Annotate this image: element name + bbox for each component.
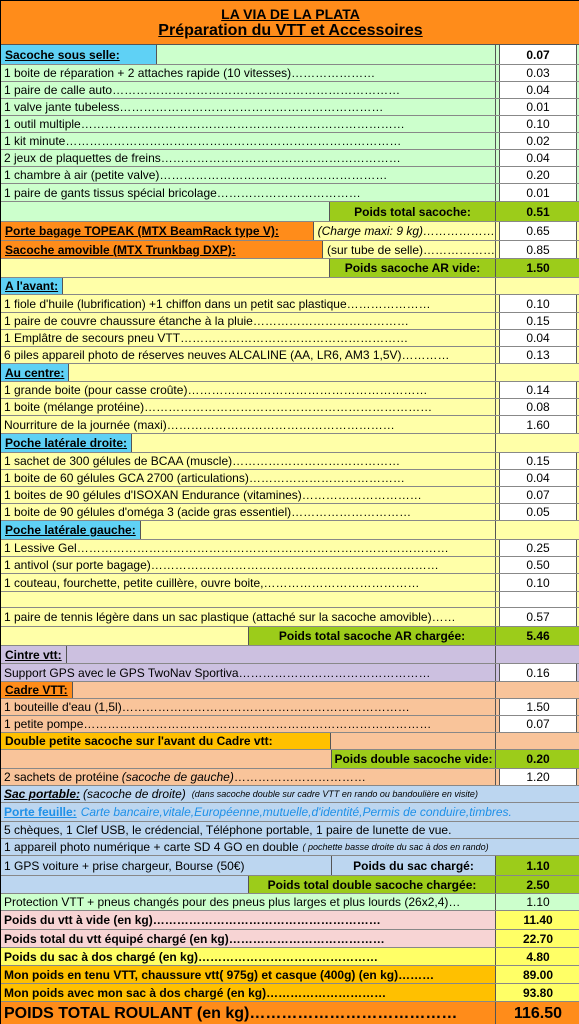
front-header-row [1,278,579,295]
saddle-bag-header-row [1,45,579,65]
saddle-item-row [1,82,579,99]
double-bag-header-row [1,733,579,750]
front-item-row [1,330,579,347]
frame-item-row [1,716,579,733]
item-value: 0.04 [499,330,577,346]
item-value: 1.60 [499,416,577,433]
saddle-bag-header: Sacoche sous selle: [1,45,157,64]
title-line-2: Préparation du VTT et Accessoires [158,21,423,39]
wallet-label: Porte feuille: [4,805,77,819]
backpack-weight-label: Poids du sac chargé: [331,856,496,875]
backpack-weight-row [1,856,579,876]
item-value: 0.10 [499,116,577,132]
item-label: 1 petite pompe…………………………………………………………………………… [1,716,496,732]
grand-total-label: POIDS TOTAL ROULANT (en kg)………………………………… [1,1002,496,1024]
protection-value: 1.10 [496,894,579,910]
item-value: 0.05 [499,504,577,520]
rack-note: (Charge maxi: 9 kg)……………… [317,224,495,238]
saddle-item-row [1,116,579,133]
summary-label: Poids du sac à dos chargé (en kg)……………………………………… [1,948,496,965]
item-label: Support GPS avec le GPS TwoNav Sportiva………………………………………… [1,664,496,681]
saddle-item-row [1,167,579,184]
item-label: 1 Emplâtre de secours pneu VTT………………………………………………… [1,330,496,346]
frame-item-row [1,699,579,716]
item-label: 1 kit minute………………………………………………………………………… [1,133,496,149]
backpack-small-note: (dans sacoche double sur cadre VTT en rando ou bandoulière en visite) [191,789,478,799]
item-value: 0.10 [499,574,577,591]
saddle-item-row [1,99,579,116]
frame-header-row [1,682,579,699]
item-label: 1 Lessive Gel………………………………………………………………………………… [1,540,496,556]
item-value: 0.57 [499,608,577,626]
summary-label: Mon poids en tenu VTT, chaussure vtt( 975g) et casque (400g) (en kg)……… [1,966,496,983]
protein-note: (sacoche de gauche) [121,770,234,784]
summary-label: Poids total du vtt équipé chargé (en kg)………………………………… [1,930,496,947]
double-bag-header: Double petite sacoche sur l'avant du Cadre vtt: [1,733,331,749]
item-label: 2 jeux de plaquettes de freins…………………………………………………… [1,150,496,166]
empty-rear-value: 1.50 [496,259,579,277]
left-pocket-item-row [1,574,579,592]
title-banner [1,1,579,45]
trunk-label: Sacoche amovible (MTX Trunkbag DXP): [1,241,323,258]
grand-total-row [1,1002,579,1024]
left-pocket-item-row [1,608,579,627]
item-value: 0.10 [499,295,577,312]
wallet-items: Carte bancaire,vitale,Européenne,mutuelle,d'identité,Permis de conduire,timbres. [80,805,512,819]
left-pocket-header: Poche latérale gauche: [1,521,141,539]
item-label: 1 boite de 60 gélules GCA 2700 (articulations)………………………………… [1,470,496,486]
item-value: 0.04 [499,82,577,98]
backpack-line-2: 1 appareil photo numérique + carte SD 4 GO en double [4,840,299,854]
rack-row [1,222,579,241]
summary-row [1,911,579,930]
left-pocket-item-row [1,557,579,574]
item-value: 0.25 [499,540,577,556]
center-header-row [1,364,579,382]
item-label: 1 valve jante tubeless………………………………………………………… [1,99,496,115]
item-value: 0.50 [499,557,577,573]
double-bag-empty-label: Poids double sacoche vide: [331,750,496,768]
front-item-row [1,347,579,364]
title-line-1: LA VIA DE LA PLATA [221,5,360,22]
protein-dots: …………………………… [233,770,366,784]
wallet-row [1,803,579,822]
center-item-row [1,416,579,434]
right-pocket-item-row [1,453,579,470]
left-pocket-header-row [1,521,579,540]
saddle-item-row [1,150,579,167]
summary-value: 11.40 [496,911,579,929]
item-value: 0.04 [499,150,577,166]
summary-label: Mon poids avec mon sac à dos chargé (en kg)………………………… [1,984,496,1001]
right-pocket-item-row [1,487,579,504]
item-label: 1 boite (mélange protéine)……………………………………………………………… [1,399,496,415]
item-label: 1 antivol (sur porte bagage)……………………………………………………………… [1,557,496,573]
double-bag-total-label: Poids total double sacoche chargée: [248,876,496,893]
handlebar-header: Cintre vtt: [1,646,67,663]
item-label: 1 boite de réparation + 2 attaches rapide (10 vitesses)………………… [1,65,496,81]
item-value: 0.15 [499,453,577,469]
summary-row [1,930,579,948]
double-bag-total-value: 2.50 [496,876,579,893]
item-value: 0.01 [499,184,577,201]
front-item-row [1,313,579,330]
handlebar-header-row [1,646,579,664]
item-label: 1 paire de gants tissus spécial bricolage……………………………… [1,184,496,201]
saddle-total-value: 0.51 [496,202,579,221]
summary-value: 22.70 [496,930,579,947]
front-header: A l'avant: [1,278,63,294]
double-bag-empty-value: 0.20 [496,750,579,768]
summary-row [1,966,579,984]
summary-label: Poids du vtt à vide (en kg)………………………………………………… [1,911,496,929]
item-value: 0.07 [499,487,577,503]
right-pocket-header-row [1,434,579,453]
saddle-item-row [1,65,579,82]
empty-rear-label: Poids sacoche AR vide: [329,259,496,277]
item-label: 1 bouteille d'eau (1,5l)……………………………………………………………… [1,699,496,715]
item-label: 1 couteau, fourchette, petite cuillère, ouvre boite,………………………………… [1,574,496,591]
left-pocket-item-row [1,540,579,557]
item-value: 0.15 [499,313,577,329]
backpack-weight-value: 1.10 [496,856,579,875]
backpack-header: Sac portable: [4,787,81,801]
item-label: 1 sachet de 300 gélules de BCAA (muscle)…………………………………… [1,453,496,469]
item-value: 0.13 [499,347,577,363]
summary-value: 93.80 [496,984,579,1001]
item-value: 0.01 [499,99,577,115]
trunk-row [1,241,579,259]
item-label: 6 piles appareil photo de réserves neuves ALCALINE (AA, LR6, AM3 1,5V)………… [1,347,496,363]
item-value: 0.02 [499,133,577,149]
rack-label: Porte bagage TOPEAK (MTX BeamRack type V): [1,222,314,240]
item-label: 1 grande boite (pour casse croûte)…………………………………………………… [1,382,496,398]
item-value: 0.07 [499,716,577,732]
item-label: 1 boite de 90 gélules d'oméga 3 (acide gras essentiel)………………………… [1,504,496,520]
item-label: 1 fiole d'huile (lubrification) +1 chiffon dans un petit sac plastique………………… [1,295,496,312]
summary-row [1,984,579,1002]
saddle-bag-header-value: 0.07 [499,45,577,64]
center-item-row [1,399,579,416]
item-value: 0.20 [499,167,577,183]
trunk-value: 0.85 [499,241,577,258]
loaded-rear-label: Poids total sacoche AR chargée: [248,627,496,645]
loaded-rear-row [1,627,579,646]
rack-value: 0.65 [499,222,577,240]
saddle-total-label: Poids total sacoche: [329,202,496,221]
double-bag-protein-row [1,769,579,786]
grand-total-value: 116.50 [496,1002,579,1024]
item-label: 1 outil multiple……………………………………………………………………… [1,116,496,132]
item-value: 1.50 [499,699,577,715]
right-pocket-item-row [1,470,579,487]
backpack-line-1: 5 chèques, 1 Clef USB, le crédencial, Téléphone portable, 1 paire de lunette de vue. [4,823,452,837]
backpack-header-row [1,786,579,803]
center-item-row [1,382,579,399]
protection-row [1,894,579,911]
item-value: 0.03 [499,65,577,81]
backpack-line-row [1,839,579,856]
backpack-line-3: 1 GPS voiture + prise chargeur, Bourse (50€) [4,858,245,873]
backpack-line-2-note: ( pochette basse droite du sac à dos en rando) [302,842,489,852]
front-item-row [1,295,579,313]
protein-label: 2 sachets de protéine [4,770,119,784]
item-label: 1 paire de couvre chaussure étanche à la pluie………………………………… [1,313,496,329]
protein-value: 1.20 [499,769,577,785]
saddle-item-row [1,133,579,150]
item-label: 1 chambre à air (petite valve)………………………………………………… [1,167,496,183]
center-header: Au centre: [1,364,69,381]
trunk-note: (sur tube de selle)……………… [326,242,495,257]
backpack-note: (sacoche de droite) [83,787,186,801]
summary-row [1,948,579,966]
item-value: 0.04 [499,470,577,486]
loaded-rear-value: 5.46 [496,627,579,645]
item-value: 0.08 [499,399,577,415]
saddle-total-row [1,202,579,222]
summary-value: 89.00 [496,966,579,983]
item-value: 0.16 [499,664,577,681]
item-label: 1 boites de 90 gélules d'ISOXAN Endurance (vitamines)………………………… [1,487,496,503]
double-bag-total-row [1,876,579,894]
double-bag-empty-row [1,750,579,769]
item-value: 0.14 [499,382,577,398]
item-label: 1 paire de calle auto……………………………………………………………… [1,82,496,98]
right-pocket-item-row [1,504,579,521]
blank-row [1,592,579,608]
frame-header: Cadre VTT: [1,682,73,698]
saddle-item-row [1,184,579,202]
backpack-line-row [1,822,579,839]
summary-value: 4.80 [496,948,579,965]
handlebar-item-row [1,664,579,682]
item-label: 1 paire de tennis légère dans un sac plastique (attaché sur la sacoche amovible)…… [1,608,496,626]
empty-rear-row [1,259,579,278]
item-label: Nourriture de la journée (maxi)………………………………………………… [1,416,496,433]
right-pocket-header: Poche latérale droite: [1,434,132,452]
protection-label: Protection VTT + pneus changés pour des pneus plus larges et plus lourds (26x2,4)… [1,894,496,910]
